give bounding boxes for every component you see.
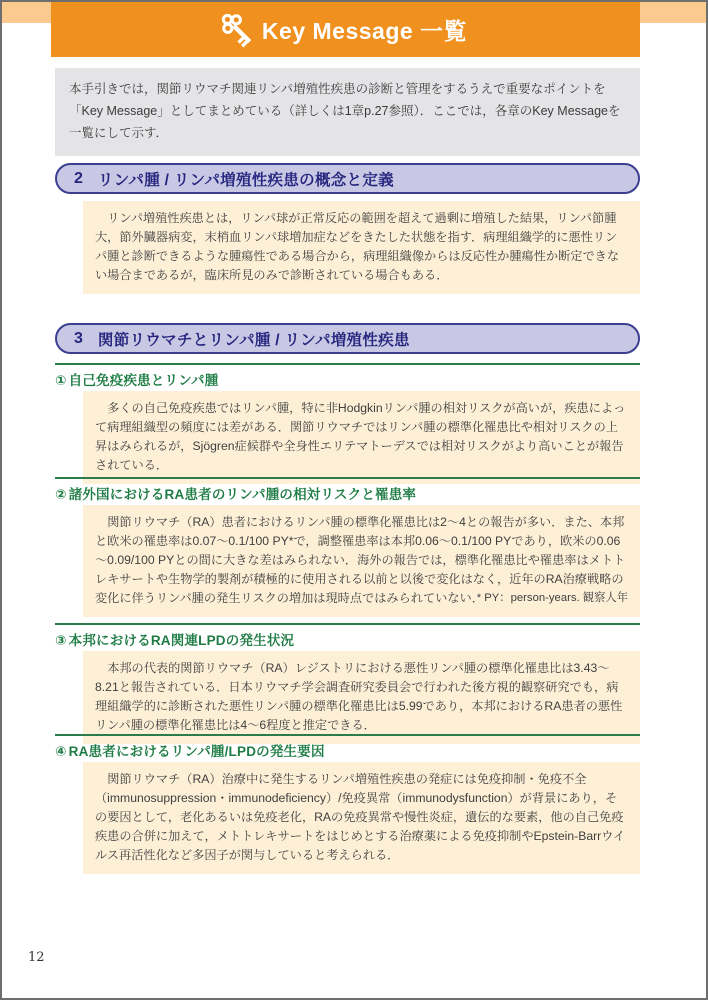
section-2-number: 2 xyxy=(74,169,83,187)
subsection-2-title: 諸外国におけるRA患者のリンパ腫の相対リスクと罹患率 xyxy=(68,487,417,502)
subsection-2-heading xyxy=(55,477,640,503)
subsection-4-title: RA患者におけるリンパ腫/LPDの発生要因 xyxy=(68,744,325,759)
section-3-title: 関節リウマチとリンパ腫 / リンパ増殖性疾患 xyxy=(97,331,410,349)
subsection-2-label: ② xyxy=(55,487,67,502)
subsection-3-heading xyxy=(55,623,640,649)
subsection-2-keymessage-box xyxy=(83,505,640,617)
subsection-3-label: ③ xyxy=(55,633,67,648)
page-number: 12 xyxy=(28,950,45,965)
subsection-1-keymessage-box xyxy=(83,391,640,484)
section-2-keymessage-box xyxy=(83,201,640,294)
subsection-2-body: 関節リウマチ（RA）患者におけるリンパ腫の標準化罹患比は2～4との報告が多い．また、本邦と欧米の罹患率は0.07～0.1/100 PY*で，調整罹患率は本邦0.06～0.1/100 PYであり，欧米の0.06～0.09/100 PYとの間に大きな差はみられない．海外の報告では，標準化罹患比や罹患率はメトトレキサートや生物学的製剤が積極的に使用される以前と以後で変化はなく，近年のRA治療戦略の変化に伴うリンパ腫の発生リスクの増加は現時点ではみられていない． xyxy=(95,515,626,605)
section-2-title: リンパ腫 / リンパ増殖性疾患の概念と定義 xyxy=(97,171,394,189)
subsection-3-title: 本邦におけるRA関連LPDの発生状況 xyxy=(68,633,295,648)
intro-text: 本手引きでは，関節リウマチ関連リンパ増殖性疾患の診断と管理をするうえで重要なポイントを「Key Message」としてまとめている（詳しくは1章p.27参照）．ここでは，各章のKey Messageを一覧にして示す． xyxy=(69,82,621,140)
intro-box xyxy=(55,68,640,156)
page-title: Key Message 一覧 xyxy=(261,18,468,44)
section-2-header xyxy=(55,163,640,194)
subsection-4-keymessage-box xyxy=(83,762,640,874)
subsection-4-heading xyxy=(55,734,640,760)
subsection-3-body: 本邦の代表的関節リウマチ（RA）レジストリにおける悪性リンパ腫の標準化罹患比は3.43～8.21と報告されている．日本リウマチ学会調査研究委員会で行われた後方視的観察研究でも，病理組織学的に診断された悪性リンパ腫の標準化罹患比は5.99であり，本邦におけるRA患者の悪性リンパ腫の標準化罹患比は4～6程度と推定できる． xyxy=(95,661,623,732)
key-icon xyxy=(214,5,261,52)
section-2-body: リンパ増殖性疾患とは，リンパ球が正常反応の範囲を超えて過剰に増殖した結果，リンパ節腫大，節外臓器病変，末梢血リンパ球増加症などをきたした状態を指す．病理組織学的に悪性リンパ腫と診断できるような腫瘍性である場合から，病理組織像からは反応性か腫瘍性か断定できない場合まであるが，臨床所見のみで診断されている場合もある． xyxy=(95,211,620,282)
subsection-4-label: ④ xyxy=(55,744,67,759)
subsection-1-label: ① xyxy=(55,373,67,388)
subsection-1-heading xyxy=(55,363,640,389)
section-3-header xyxy=(55,323,640,354)
subsection-1-body: 多くの自己免疫疾患ではリンパ腫，特に非Hodgkinリンパ腫の相対リスクが高いが，疾患によって病理組織型の頻度には差がある．関節リウマチではリンパ腫の標準化罹患比や相対リスクの上昇はみられるが，Sjögren症候群や全身性エリテマトーデスでは相対リスクがより高いことが報告されている． xyxy=(95,401,626,472)
py-footnote: * PY：person-years. 観察人年 xyxy=(476,592,628,604)
page-header xyxy=(51,2,640,57)
subsection-1-title: 自己免疫疾患とリンパ腫 xyxy=(68,373,219,388)
subsection-3-keymessage-box xyxy=(83,651,640,744)
subsection-4-body: 関節リウマチ（RA）治療中に発生するリンパ増殖性疾患の発症には免疫抑制・免疫不全（immunosuppression・immunodeficiency）/免疫異常（immunodysfunction）が背景にあり，その要因として，老化あるいは免疫老化，RAの免疫異常や慢性炎症，遺伝的な要素，他の自己免疫疾患の合併に加えて，メトトレキサートをはじめとする治療薬による免疫抑制やEpstein-Barrウイルス再活性化など多因子が関与していると考えられる． xyxy=(95,772,626,862)
section-3-number: 3 xyxy=(74,329,83,347)
